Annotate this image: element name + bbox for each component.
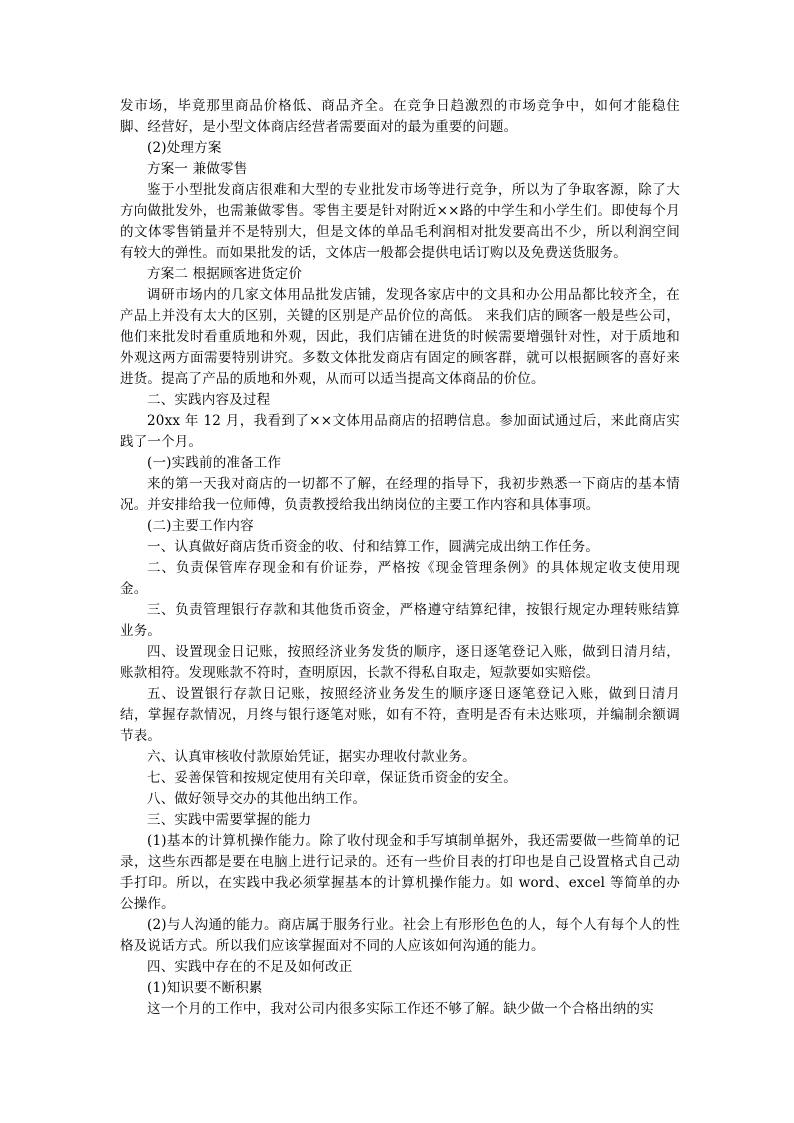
paragraph: 六、认真审核收付款原始凭证，据实办理收付款业务。 — [147, 749, 476, 765]
section-heading: (2)处理方案 — [147, 140, 222, 156]
section-heading: 方案二 根据顾客进货定价 — [147, 266, 303, 282]
document-body — [120, 96, 680, 1020]
paragraph: (1)基本的计算机操作能力。除了收付现金和手写填制单据外，我还需要做一些简单的记录，这些东西都是要在电脑上进行记录的。还有一些价目表的打印也是自己设置格式自己动手打印。所以，在实践中我必须掌握基本的计算机操作能力。如 word、excel 等简单的办公操作。 — [120, 833, 680, 912]
paragraph: (2)与人沟通的能力。商店属于服务行业。社会上有形形色色的人，每个人有每个人的性格及说话方式。所以我们应该掌握面对不同的人应该如何沟通的能力。 — [120, 917, 680, 954]
section-heading: 二、实践内容及过程 — [147, 392, 271, 408]
paragraph: 调研市场内的几家文体用品批发店铺，发现各家店中的文具和办公用品都比较齐全，在产品上并没有太大的区别，关键的区别是产品价位的高低。 来我们店的顾客一般是些公司，他们来批发时看重质地和外观，因此，我们店铺在进货的时候需要增强针对性，对于质地和外观这两方面需要特别讲究。多数文体批发商店有固定的顾客群，就可以根据顾客的喜好来进货。提高了产品的质地和外观，从而可以适当提高文体商品的价位。 — [120, 287, 680, 387]
paragraph: 来的第一天我对商店的一切都不了解，在经理的指导下，我初步熟悉一下商店的基本情况。并安排给我一位师傅，负责教授给我出纳岗位的主要工作内容和具体事项。 — [120, 476, 680, 513]
paragraph: 五、设置银行存款日记账，按照经济业务发生的顺序逐日逐笔登记入账，做到日清月结，掌握存款情况，月终与银行逐笔对账，如有不符，查明是否有未达账项，并编制余额调节表。 — [120, 686, 680, 744]
paragraph: 一、认真做好商店货币资金的收、付和结算工作，圆满完成出纳工作任务。 — [147, 539, 600, 555]
paragraph: 发市场，毕竟那里商品价格低、商品齐全。在竞争日趋激烈的市场竞争中，如何才能稳住脚、经营好，是小型文体商店经营者需要面对的最为重要的问题。 — [120, 98, 680, 135]
paragraph: 二、负责保管库存现金和有价证券，严格按《现金管理条例》的具体规定收支使用现金。 — [120, 560, 680, 597]
section-heading: (一)实践前的准备工作 — [147, 455, 282, 471]
section-heading: 方案一 兼做零售 — [147, 161, 248, 177]
paragraph: 鉴于小型批发商店很难和大型的专业批发市场等进行竞争，所以为了争取客源，除了大方向做批发外，也需兼做零售。零售主要是针对附近××路的中学生和小学生们。即使每个月的文体零售销量并不是特别大，但是文体的单品毛利润相对批发要高出不少，所以利润空间有较大的弹性。而如果批发的话，文体店一般都会提供电话订购以及免费送货服务。 — [120, 182, 680, 261]
section-heading: 三、实践中需要掌握的能力 — [147, 812, 312, 828]
paragraph: 七、妥善保管和按规定使用有关印章，保证货币资金的安全。 — [147, 770, 517, 786]
paragraph: 20xx 年 12 月，我看到了××文体用品商店的招聘信息。参加面试通过后，来此商店实践了一个月。 — [120, 413, 680, 450]
paragraph: 四、设置现金日记账，按照经济业务发货的顺序，逐日逐笔登记入账，做到日清月结，账款相符。发现账款不符时，查明原因，长款不得私自取走，短款要如实赔偿。 — [120, 644, 680, 681]
section-heading: 四、实践中存在的不足及如何改正 — [147, 959, 353, 975]
paragraph: 八、做好领导交办的其他出纳工作。 — [147, 791, 367, 807]
section-heading: (1)知识要不断积累 — [147, 980, 263, 996]
paragraph: 三、负责管理银行存款和其他货币资金，严格遵守结算纪律，按银行规定办理转账结算业务。 — [120, 602, 680, 639]
paragraph: 这一个月的工作中，我对公司内很多实际工作还不够了解。缺少做一个合格出纳的实 — [147, 1001, 654, 1017]
section-heading: (二)主要工作内容 — [147, 518, 254, 534]
